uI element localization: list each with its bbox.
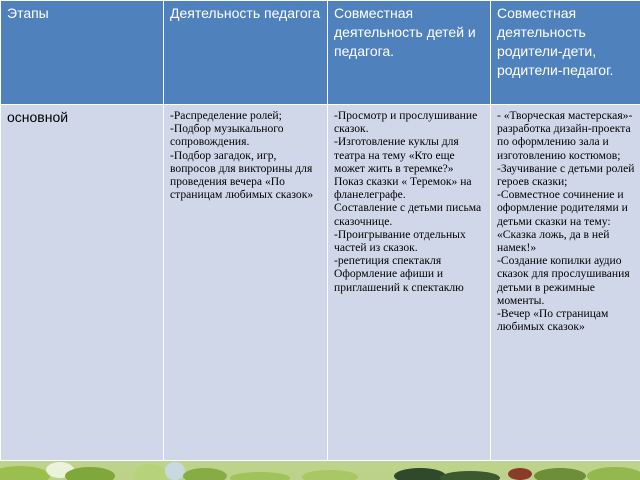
cell-stage — [1, 105, 164, 461]
cell-joint-children-teacher — [328, 105, 491, 461]
cell-teacher-activity — [164, 105, 328, 461]
header-joint-children-teacher: Совместная деятельность детей и педагога. — [328, 1, 491, 105]
list-item: -Распределение ролей; — [170, 109, 282, 122]
header-stages: Этапы — [1, 1, 164, 105]
table-header-row — [1, 1, 640, 105]
list-item: -Совместное сочинение и оформление родителями и детьми сказки на тему: «Сказка ложь, да в ней намек!» — [497, 188, 628, 255]
list-item: -Изготовление куклы для театра на тему «Кто еще может жить в теремке?» — [334, 135, 459, 175]
list-item: Показ сказки « Теремок» на фланелеграфе. — [334, 175, 472, 202]
stage-name: основной — [7, 109, 69, 125]
list-item: -Вечер «По страницам любимых сказок» — [497, 307, 609, 334]
list-item: - «Творческая мастерская»-разработка дизайн-проекта по оформлению зала и изготовлению костюмов; — [497, 109, 633, 162]
header-joint-parents: Совместная деятельность родители-дети, родители-педагог. — [491, 1, 640, 105]
list-item: -Просмотр и прослушивание сказок. — [334, 109, 478, 136]
cell-joint-parents — [491, 105, 640, 461]
list-item: -репетиция спектакля — [334, 254, 442, 268]
header-teacher-activity: Деятельность педагога — [164, 1, 328, 105]
list-item: -Заучивание с детьми ролей героев сказки; — [497, 161, 635, 189]
list-item: -Подбор музыкального сопровождения. — [170, 122, 284, 149]
table-row — [1, 105, 640, 461]
list-item: Оформление афиши и приглашений к спектаклю — [334, 267, 464, 294]
list-item: -Проигрывание отдельных частей из сказок. — [334, 227, 466, 255]
list-item: -Создание копилки аудио сказок для прослушивания детьми в режимные моменты. — [497, 254, 630, 307]
list-item: -Подбор загадок, игр, вопросов для викторины для проведения вечера «По страницам любимых сказок» — [170, 148, 314, 202]
list-item: Составление с детьми письма сказочнице. — [334, 201, 482, 228]
